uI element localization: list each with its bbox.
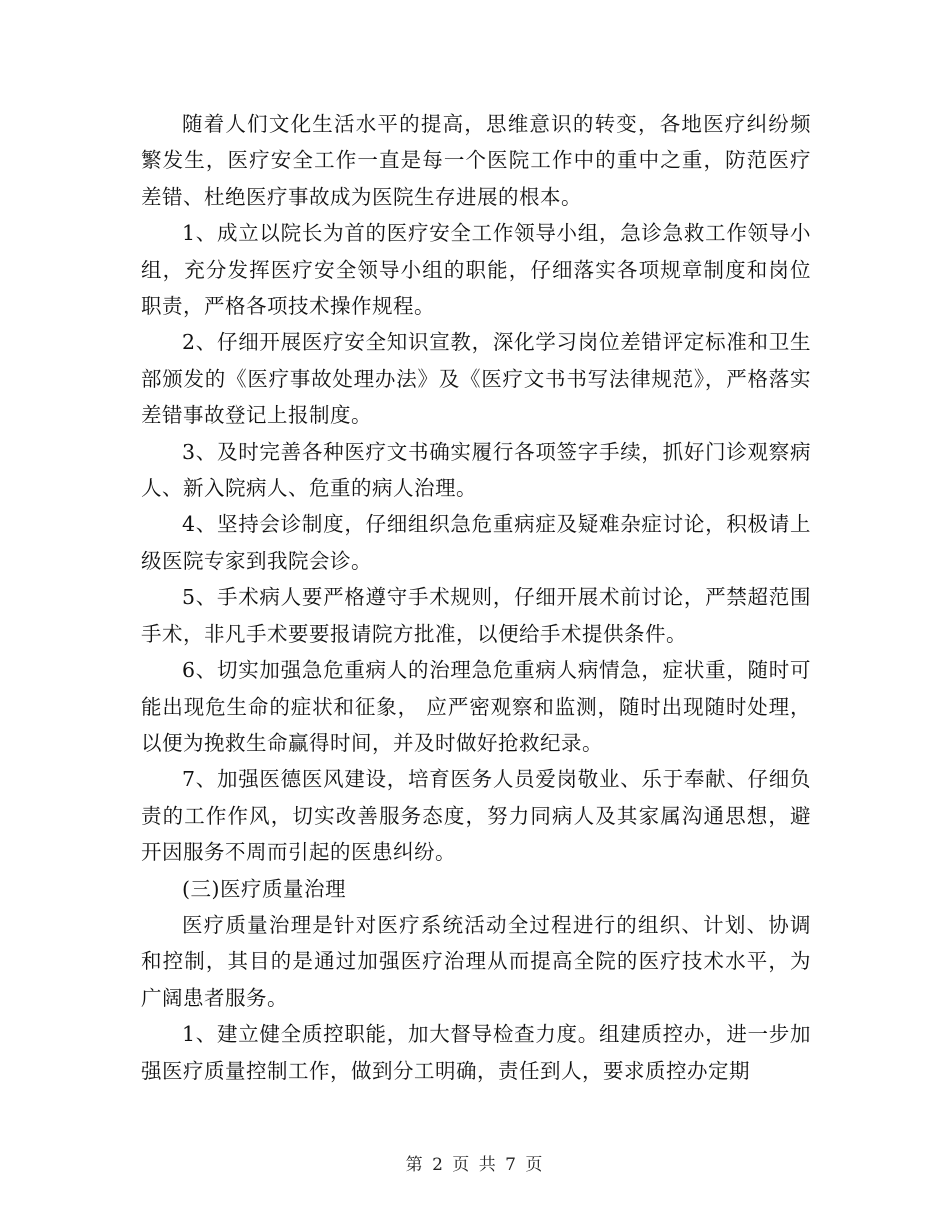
paragraph-item-6: 6、切实加强急危重病人的治理急危重病人病情急，症状重，随时可能出现危生命的症状和征象， 应严密观察和监测，随时出现随时处理，以便为挽救生命赢得时间，并及时做好抢救纪录。: [141, 658, 811, 755]
paragraph-item-1: 1、成立以院长为首的医疗安全工作领导小组，急诊急救工作领导小组，充分发挥医疗安全领导小组的职能，仔细落实各项规章制度和岗位职责，严格各项技术操作规程。: [141, 221, 811, 319]
paragraph-section-item-1: 1、建立健全质控职能，加大督导检查力度。组建质控办，进一步加强医疗质量控制工作，做到分工明确，责任到人，要求质控办定期: [141, 1022, 811, 1083]
paragraph-item-2: 2、仔细开展医疗安全知识宣教，深化学习岗位差错评定标准和卫生部颁发的《医疗事故处理办法》及《医疗文书书写法律规范》，严格落实差错事故登记上报制度。: [141, 330, 811, 428]
document-body: [141, 106, 811, 1089]
paragraph-intro: 随着人们文化生活水平的提高，思维意识的转变，各地医疗纠纷频繁发生，医疗安全工作一直是每一个医院工作中的重中之重，防范医疗差错、杜绝医疗事故成为医院生存进展的根本。: [141, 112, 811, 209]
paragraph-section-intro: 医疗质量治理是针对医疗系统活动全过程进行的组织、计划、协调和控制，其目的是通过加强医疗治理从而提高全院的医疗技术水平，为广阔患者服务。: [141, 912, 811, 1010]
paragraph-item-7: 7、加强医德医风建设，培育医务人员爱岗敬业、乐于奉献、仔细负责的工作作风，切实改善服务态度，努力同病人及其家属沟通思想，避开因服务不周而引起的医患纠纷。: [141, 767, 811, 865]
section-heading: (三)医疗质量治理: [182, 876, 346, 901]
paragraph-item-3: 3、及时完善各种医疗文书确实履行各项签字手续，抓好门诊观察病人、新入院病人、危重的病人治理。: [141, 439, 811, 501]
paragraph-item-4: 4、坚持会诊制度，仔细组织急危重病症及疑难杂症讨论，积极请上级医院专家到我院会诊。: [141, 512, 811, 573]
page-number-footer: 第 2 页 共 7 页: [405, 1155, 545, 1175]
paragraph-item-5: 5、手术病人要严格遵守手术规则，仔细开展术前讨论，严禁超范围手术，非凡手术要要报请院方批准，以便给手术提供条件。: [141, 585, 811, 646]
